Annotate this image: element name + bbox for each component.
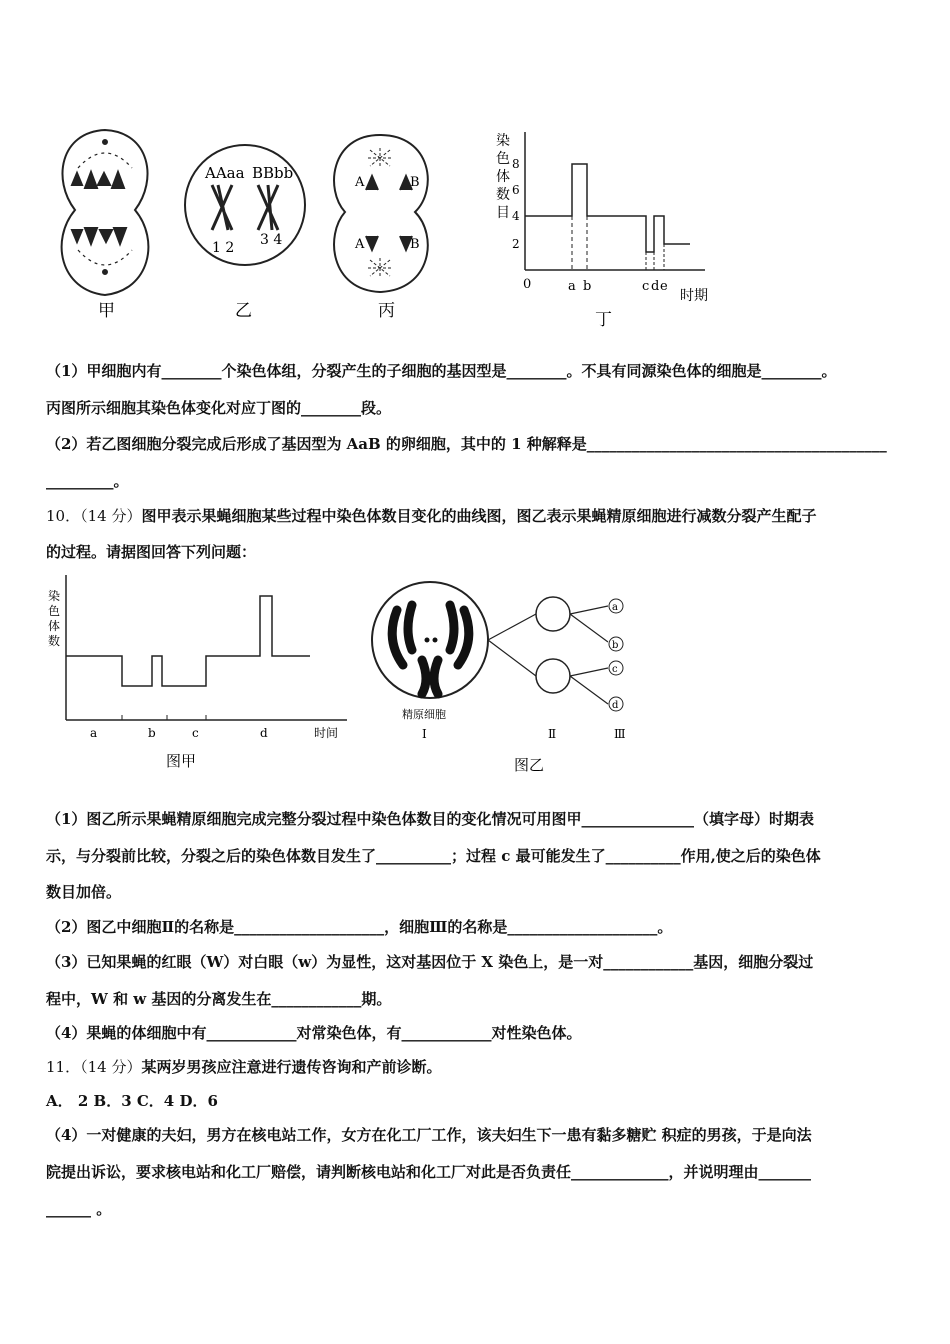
- ding-xtick-a: a: [568, 279, 576, 294]
- q9-line1: （1）甲细胞内有________个染色体组，分裂产生的子细胞的基因型是________。不具有同源染色体的细胞是________。: [46, 362, 837, 380]
- q9-line4: _________。: [46, 472, 129, 490]
- q10-number: 10．（14 分）: [46, 507, 142, 525]
- q11-options: A． 2 B．3 C．4 D．6: [46, 1092, 218, 1110]
- q9-line3: （2）若乙图细胞分裂完成后形成了基因型为 AaB 的卵细胞，其中的 1 种解释是________________________________________: [46, 435, 887, 453]
- ding-xlabel: 时期: [680, 288, 708, 304]
- ding-ytick-8: 8: [512, 157, 520, 171]
- q10-stem-1: 图甲表示果蝇细胞某些过程中染色体数目变化的曲线图，图乙表示果蝇精原细胞进行减数分裂产生配子: [141, 507, 817, 525]
- diagram-yi: [372, 582, 626, 774]
- yi-nums-left: 1 2: [212, 240, 235, 256]
- q10-body-line4: （2）图乙中细胞Ⅱ的名称是____________________，细胞Ⅲ的名称是____________________。: [46, 918, 673, 936]
- ding-xtick-d: d: [651, 279, 660, 294]
- bing-top-a: A: [355, 175, 365, 190]
- figure-cells-1: [40, 120, 740, 330]
- q10-line1: [46, 505, 816, 526]
- q11-line5: ______ 。: [46, 1200, 112, 1218]
- q11-number: 11．（14 分）: [46, 1058, 142, 1076]
- jia-ylabel-1: 色: [48, 604, 61, 618]
- jia-xtick-a: a: [90, 726, 98, 740]
- cell-jia: [62, 130, 149, 295]
- graph-jia: [48, 575, 347, 770]
- q10-line2: 的过程。请据图回答下列问题：: [46, 543, 257, 561]
- ding-origin: 0: [523, 277, 532, 292]
- bing-bot-a: A: [355, 237, 365, 252]
- gamete-c: c: [612, 664, 618, 675]
- figure-cells-2-svg: [42, 570, 642, 780]
- figure-cells-2: [42, 570, 642, 780]
- figure-cells-1-svg: [40, 120, 740, 330]
- q10-body-line2: 示，与分裂前比较，分裂之后的染色体数目发生了__________；过程 c 最可能发生了__________作用,使之后的染色体: [46, 847, 821, 865]
- label-ding: 丁: [595, 310, 612, 330]
- jia-ylabel-2: 体: [48, 619, 61, 633]
- jia-xtick-c: c: [192, 726, 199, 740]
- ding-ytick-2: 2: [512, 237, 520, 251]
- q11-line4: 院提出诉讼，要求核电站和化工厂赔偿，请判断核电站和化工厂对此是否负责任_____________，并说明理由_______: [46, 1163, 812, 1181]
- jia-xtick-d: d: [260, 726, 268, 740]
- ding-ylabel-4: 目: [496, 205, 510, 221]
- yi-stage-3: Ⅲ: [614, 727, 626, 741]
- yi-stage-2: Ⅱ: [548, 727, 557, 741]
- q10-body-line1: （1）图乙所示果蝇精原细胞完成完整分裂过程中染色体数目的变化情况可用图甲_______________（填字母）时期表: [46, 810, 814, 828]
- yi-cell-label: 精原细胞: [402, 708, 446, 721]
- cell-yi: [185, 145, 305, 265]
- ding-ytick-6: 6: [512, 183, 520, 197]
- label-jia: 甲: [98, 301, 115, 321]
- label-yi: 乙: [235, 301, 252, 321]
- jia-xtick-b: b: [148, 726, 156, 740]
- bing-top-b: B: [410, 175, 420, 190]
- yi-stage-1: Ⅰ: [422, 727, 427, 741]
- ding-ylabel-1: 色: [496, 151, 510, 167]
- jia-caption: 图甲: [166, 752, 197, 770]
- bing-bot-b: B: [410, 237, 420, 252]
- q10-body-line5: （3）已知果蝇的红眼（W）对白眼（w）为显性，这对基因位于 X 染色上，是一对____________基因，细胞分裂过: [46, 953, 814, 971]
- cell-bing: [334, 135, 428, 292]
- graph-ding: [496, 132, 708, 304]
- ding-ytick-4: 4: [512, 209, 520, 223]
- q10-body-line6: 程中，W 和 w 基因的分离发生在____________期。: [46, 990, 392, 1008]
- jia-xlabel: 时间: [314, 726, 339, 740]
- q9-line2: 丙图所示细胞其染色体变化对应丁图的________段。: [46, 399, 392, 417]
- label-bing: 丙: [378, 301, 395, 321]
- q11-line3: （4）一对健康的夫妇，男方在核电站工作，女方在化工厂工作，该夫妇生下一患有黏多糖贮 积症的男孩，于是向法: [46, 1126, 812, 1144]
- ding-xtick-e: e: [660, 279, 668, 294]
- gamete-a: a: [612, 602, 618, 613]
- ding-ylabel-3: 数: [496, 187, 510, 203]
- q11-stem: 某两岁男孩应注意进行遗传咨询和产前诊断。: [141, 1058, 442, 1076]
- yi-genes-right: BBbb: [252, 164, 294, 182]
- q11-line1: [46, 1056, 441, 1077]
- ding-xtick-c: c: [642, 279, 650, 294]
- ding-xtick-b: b: [583, 279, 592, 294]
- yi-nums-right: 3 4: [260, 232, 283, 248]
- q10-body-line7: （4）果蝇的体细胞中有____________对常染色体，有____________对性染色体。: [46, 1024, 582, 1042]
- gamete-b: b: [612, 640, 619, 651]
- gamete-d: d: [612, 700, 619, 711]
- ding-ylabel-0: 染: [496, 133, 510, 149]
- yi-caption: 图乙: [514, 756, 545, 774]
- yi-genes-left: AAaa: [205, 164, 245, 182]
- jia-ylabel-0: 染: [48, 589, 61, 603]
- ding-ylabel-2: 体: [496, 169, 510, 185]
- jia-ylabel-3: 数: [48, 634, 61, 648]
- q10-body-line3: 数目加倍。: [46, 883, 122, 901]
